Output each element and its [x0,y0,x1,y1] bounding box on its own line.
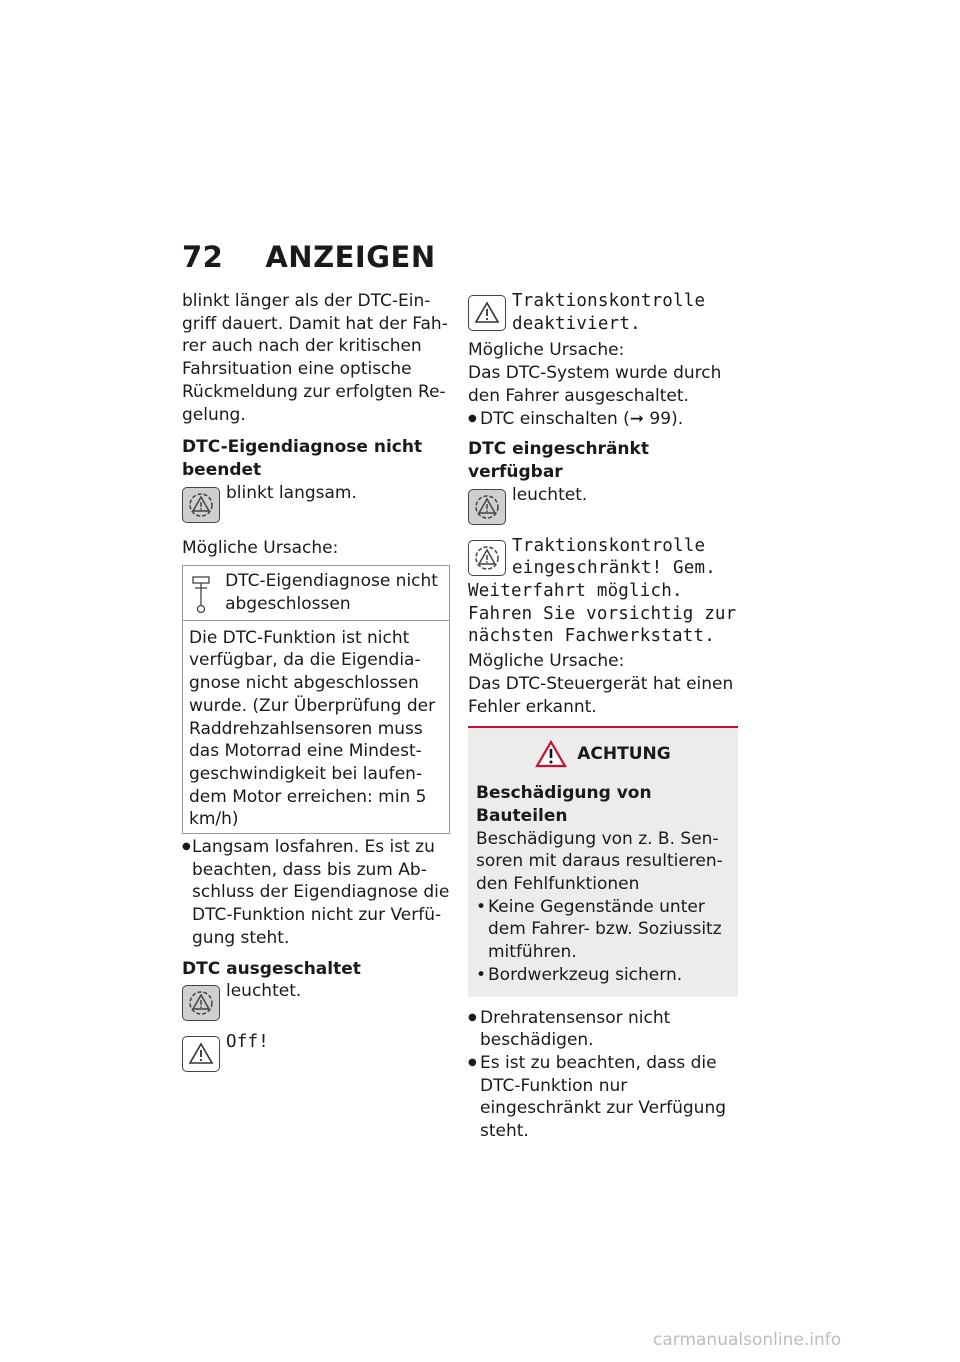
wrench-gauge-icon [189,570,213,615]
warning-triangle-icon [535,740,567,768]
warning-text: Beschädigung von z. B. Sensoren mit daraus resultierenden Fehlfunktionen [476,828,723,895]
warning-triangle-icon [468,295,506,331]
intro-paragraph: blinkt länger als der DTC-Eingriff dauert. Damit hat der Fahrer auch nach der kritischen Fahrsituation eine optische Rückmeldung zur erfolgten Regelung. [182,291,448,425]
page-header [182,240,436,274]
warning-triangle-icon [182,1036,220,1072]
traction-warning-lamp-icon [468,489,506,525]
section-dtc-limited-title: DTC eingeschränkt verfügbar [468,439,649,482]
warning-label: ACHTUNG [577,744,671,765]
cause-text: Das DTC-Steuergerät hat einen Fehler erkannt. [468,673,734,717]
cause-label: Mögliche Ursache: [182,537,339,558]
section-dtc-selfdiag-title: DTC-Eigendiagnose nicht beendet [182,437,423,480]
traction-warning-lamp-icon [182,487,220,523]
warning-header [476,740,730,768]
section-dtc-off-title: DTC ausgeschaltet [182,958,361,979]
dtc-off-indicator-text: leuchtet. [226,981,302,1002]
selfdiag-indicator-text: blinkt langsam. [226,482,357,503]
dtc-off-indicator-row [182,980,450,1021]
cause-text: Das DTC-System wurde durch den Fahrer ausgeschaltet. [468,363,722,406]
dtc-deactivated-display-row [468,290,738,335]
display-message: Traktionskontrolle [512,535,706,556]
table-row [183,566,449,620]
page-number: 72 [182,240,224,274]
page-reference[interactable]: 99 [649,408,672,429]
cause-label: Mögliche Ursache: [468,651,625,672]
watermark-text: carmanualsonline.info [653,1330,842,1350]
selfdiag-indicator-row [182,482,450,523]
right-column [468,290,738,1143]
display-message: eingeschränkt! Gem. [512,558,716,579]
table-body-text: Die DTC-Funktion ist nicht verfügbar, da die Eigendiagnose nicht abgeschlossen wurde. (Zur Überprüfung der Raddrehzahlsensoren muss das Motorrad eine Mindestgeschwindigkeit bei laufendem Motor erreichen: min 5 km/h) [189,627,436,830]
left-column [182,290,450,1072]
table-head-text: DTC-Eigendiagnose nicht abgeschlossen [225,571,438,615]
selfdiag-info-table [182,565,450,834]
traction-warning-lamp-icon [468,540,506,576]
display-message: Off! [226,1032,269,1053]
page-title: ANZEIGEN [265,240,436,274]
list-item: ● Es ist zu beachten, dass die DTC-Funktion nur eingeschränkt zur Verfügung steht. [468,1052,738,1143]
cause-label: Mögliche Ursache: [468,340,625,361]
traction-warning-lamp-icon [182,985,220,1021]
list-item: • Bordwerkzeug sichern. [476,964,730,987]
display-message: Traktionskontrolle deaktiviert. [512,291,706,334]
dtc-limited-display-row [468,535,738,580]
warning-box [468,726,738,996]
list-item: ● DTC einschalten (➞ 99). [468,408,738,431]
list-item: ● Langsam losfahren. Es ist zu beachten, dass bis zum Abschluss der Eigendiagnose die DTC-Funktion nicht zur Verfügung steht. [182,836,450,950]
list-item: ● Drehratensensor nicht beschädigen. [468,1007,738,1052]
warning-title: Beschädigung von Bauteilen [476,783,652,826]
dtc-limited-indicator-text: leuchtet. [512,484,588,505]
list-item: • Keine Gegenstände unter dem Fahrer- bzw. Soziussitz mitführen. [476,896,730,964]
display-message-continued: Weiterfahrt möglich. Fahren Sie vorsichtig zur nächsten Fachwerkstatt. [468,581,737,647]
dtc-off-display-row [182,1031,450,1072]
dtc-limited-indicator-row [468,484,738,525]
arrow-reference-icon: ➞ [629,408,645,429]
